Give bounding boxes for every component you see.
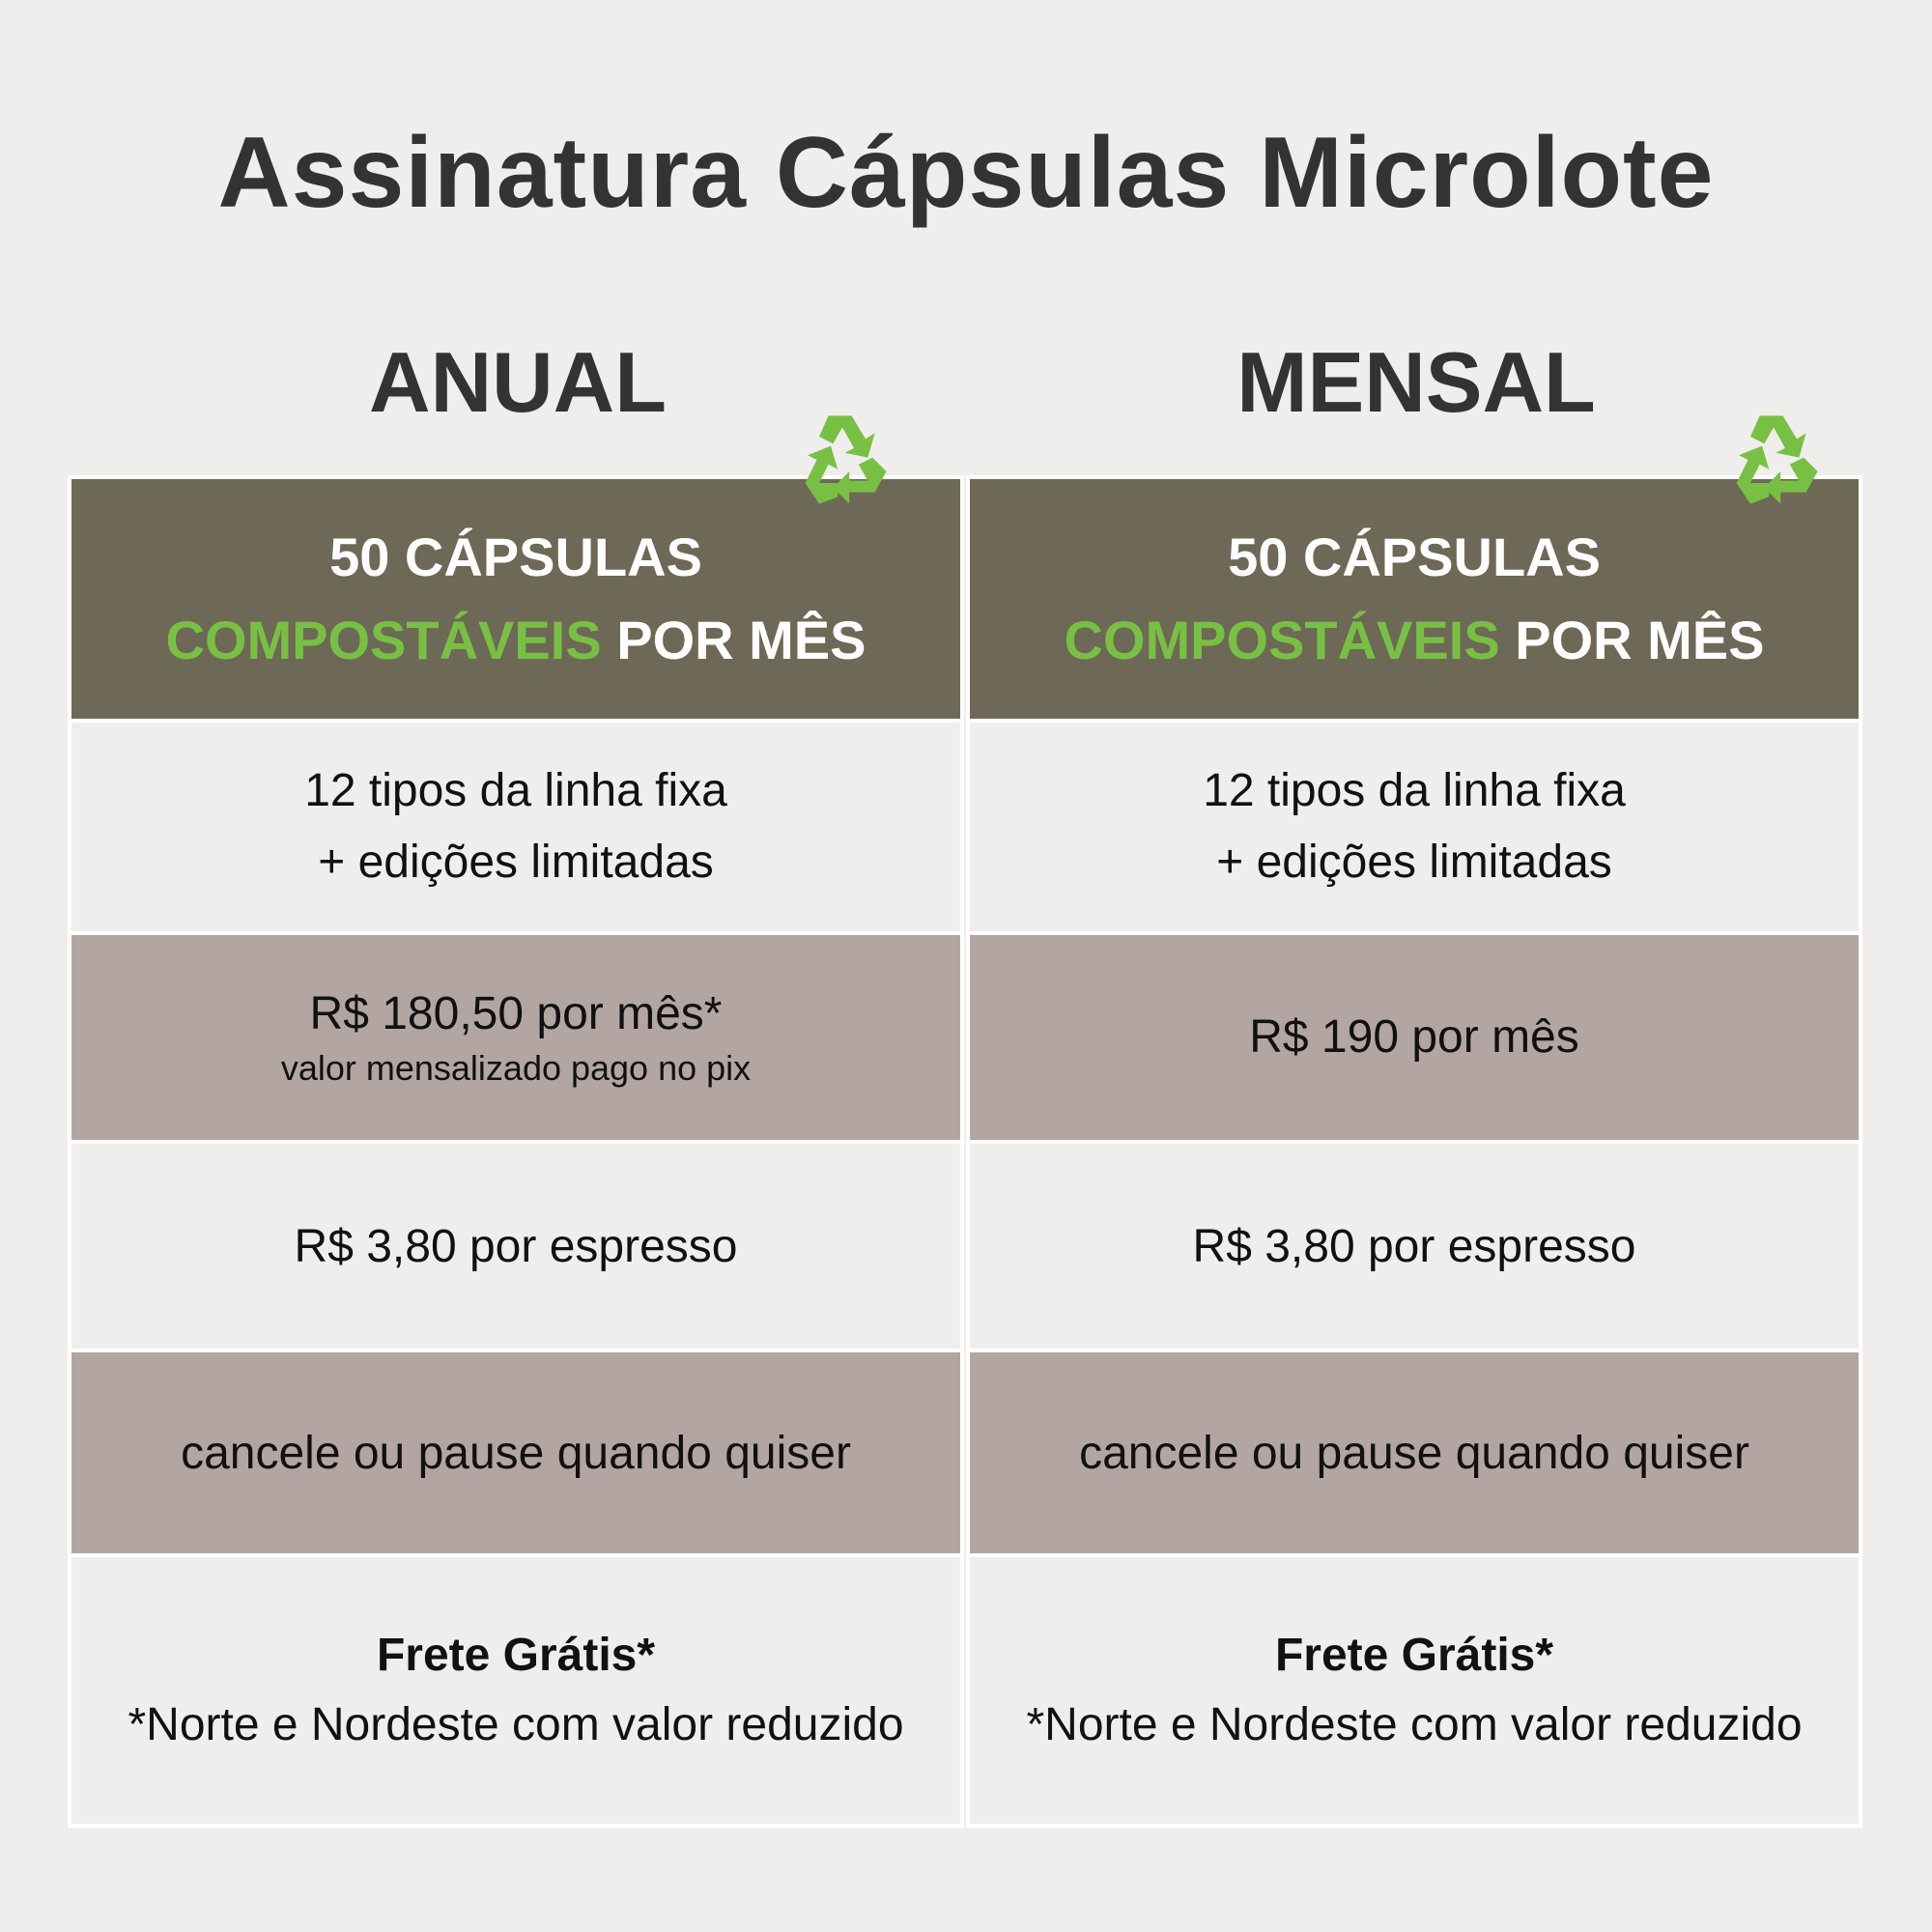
per-espresso-cell bbox=[71, 1140, 960, 1349]
plan-column-mensal bbox=[966, 475, 1862, 1828]
price-note: valor mensalizado pago no pix bbox=[280, 1048, 752, 1088]
variety-cell bbox=[71, 719, 960, 931]
header-line1: 50 CÁPSULAS bbox=[1228, 526, 1601, 587]
variety-line1: 12 tipos da linha fixa bbox=[304, 765, 727, 816]
header-rest: POR MÊS bbox=[601, 610, 867, 670]
header-line2 bbox=[1065, 599, 1765, 682]
price-main: R$ 180,50 por mês* bbox=[309, 988, 723, 1039]
price-cell bbox=[71, 931, 960, 1140]
plan-name-mensal: MENSAL bbox=[1236, 334, 1596, 430]
variety-line1: 12 tipos da linha fixa bbox=[1203, 765, 1626, 816]
plan-name-anual: ANUAL bbox=[369, 334, 667, 430]
header-highlight: COMPOSTÁVEIS bbox=[1064, 610, 1500, 670]
per-espresso: R$ 3,80 por espresso bbox=[1192, 1220, 1636, 1272]
cancel-cell bbox=[71, 1349, 960, 1553]
variety-line2: + edições limitadas bbox=[318, 837, 714, 888]
price-cell bbox=[970, 931, 1859, 1140]
per-espresso-cell bbox=[970, 1140, 1859, 1349]
shipping-note: *Norte e Nordeste com valor reduzido bbox=[128, 1699, 904, 1750]
recycle-icon bbox=[1716, 402, 1832, 518]
cancel-text: cancele ou pause quando quiser bbox=[1079, 1427, 1749, 1479]
shipping-cell bbox=[970, 1553, 1859, 1824]
plan-column-anual bbox=[68, 475, 964, 1828]
shipping-title: Frete Grátis* bbox=[376, 1630, 656, 1681]
header-line2 bbox=[166, 599, 867, 682]
variety-line2: + edições limitadas bbox=[1216, 837, 1612, 888]
per-espresso: R$ 3,80 por espresso bbox=[294, 1220, 738, 1272]
variety-cell bbox=[970, 719, 1859, 931]
recycle-icon bbox=[784, 402, 900, 518]
header-highlight: COMPOSTÁVEIS bbox=[165, 610, 602, 670]
price-main: R$ 190 por mês bbox=[1249, 1011, 1579, 1063]
shipping-title: Frete Grátis* bbox=[1274, 1630, 1554, 1681]
header-line1: 50 CÁPSULAS bbox=[329, 526, 702, 587]
cancel-text: cancele ou pause quando quiser bbox=[181, 1427, 851, 1479]
shipping-cell bbox=[71, 1553, 960, 1824]
header-rest: POR MÊS bbox=[1499, 610, 1765, 670]
shipping-note: *Norte e Nordeste com valor reduzido bbox=[1026, 1699, 1803, 1750]
cancel-cell bbox=[970, 1349, 1859, 1553]
page-title: Assinatura Cápsulas Microlote bbox=[217, 117, 1715, 229]
